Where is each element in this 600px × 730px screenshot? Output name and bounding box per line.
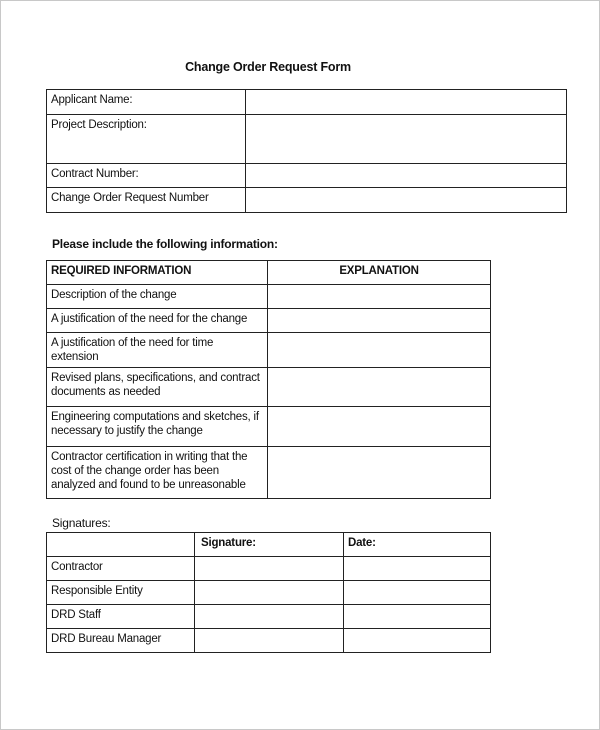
signature-field[interactable] [195,557,344,581]
signature-field[interactable] [195,629,344,653]
explanation-field[interactable] [268,368,491,407]
contract-number-field[interactable] [246,164,567,188]
signatory-role: DRD Staff [47,605,195,629]
signatures-table [46,532,491,653]
applicant-name-label: Applicant Name: [47,90,246,115]
table-row [47,164,567,188]
date-field[interactable] [344,557,491,581]
signature-header: Signature: [195,533,344,557]
date-field[interactable] [344,581,491,605]
table-row [47,309,491,333]
signatory-role: Contractor [47,557,195,581]
explanation-field[interactable] [268,407,491,447]
required-item: A justification of the need for time extension [47,333,268,368]
required-information-table [46,260,491,499]
table-row [47,90,567,115]
project-description-field[interactable] [246,115,567,164]
project-description-label: Project Description: [47,115,246,164]
table-row [47,407,491,447]
required-item: Engineering computations and sketches, if necessary to justify the change [47,407,268,447]
signatory-role: Responsible Entity [47,581,195,605]
table-row [47,368,491,407]
table-row [47,605,491,629]
signature-field[interactable] [195,605,344,629]
signatory-role: DRD Bureau Manager [47,629,195,653]
table-row [47,629,491,653]
date-header: Date: [344,533,491,557]
table-row [47,581,491,605]
signatures-heading: Signatures: [52,516,111,530]
explanation-field[interactable] [268,447,491,499]
table-header-row [47,533,491,557]
applicant-name-field[interactable] [246,90,567,115]
form-title: Change Order Request Form [185,60,351,74]
table-row [47,285,491,309]
required-information-header: REQUIRED INFORMATION [47,261,268,285]
info-section-heading: Please include the following information: [52,237,278,251]
required-item: A justification of the need for the change [47,309,268,333]
required-item: Description of the change [47,285,268,309]
explanation-field[interactable] [268,285,491,309]
explanation-field[interactable] [268,309,491,333]
date-field[interactable] [344,605,491,629]
table-row [47,447,491,499]
table-row [47,188,567,213]
table-row [47,557,491,581]
explanation-field[interactable] [268,333,491,368]
signature-field[interactable] [195,581,344,605]
required-item: Contractor certification in writing that the cost of the change order has been analyzed and found to be unreasonable [47,447,268,499]
role-header [47,533,195,557]
change-order-number-field[interactable] [246,188,567,213]
change-order-number-label: Change Order Request Number [47,188,246,213]
table-row [47,333,491,368]
date-field[interactable] [344,629,491,653]
table-header-row [47,261,491,285]
explanation-header: EXPLANATION [268,261,491,285]
contract-number-label: Contract Number: [47,164,246,188]
applicant-info-table [46,89,567,213]
table-row [47,115,567,164]
required-item: Revised plans, specifications, and contract documents as needed [47,368,268,407]
